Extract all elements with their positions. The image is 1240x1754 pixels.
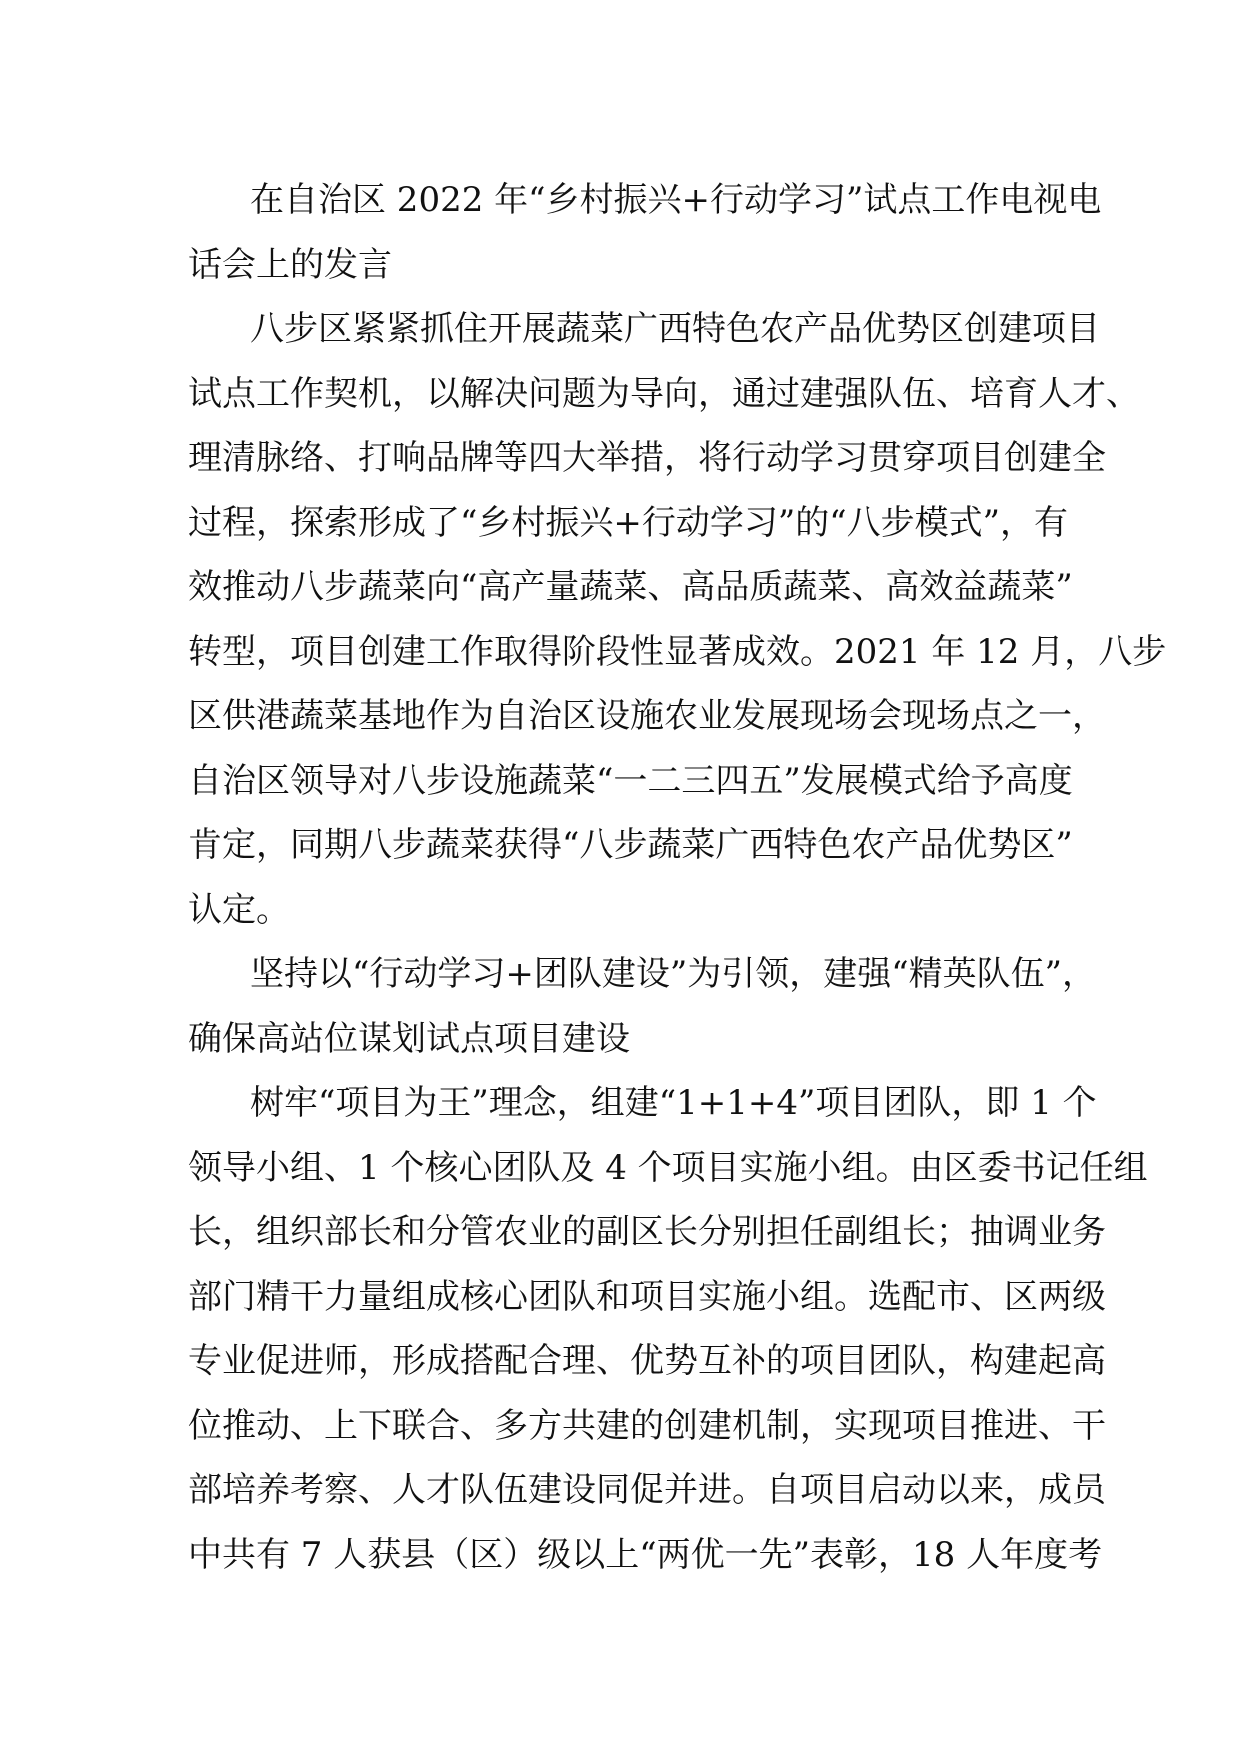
text-line: 位推动、上下联合、多方共建的创建机制，实现项目推进、干 [188,1405,1106,1446]
text-line: 领导小组、1 个核心团队及 4 个项目实施小组。由区委书记任组 [188,1147,1148,1188]
text-line: 确保高站位谋划试点项目建设 [188,1018,630,1059]
text-line: 树牢“项目为王”理念，组建“1+1+4”项目团队，即 1 个 [250,1083,1097,1123]
text-line: 坚持以“行动学习+团队建设”为引领，建强“精英队伍”， [250,954,1097,994]
text-line: 八步区紧紧抓住开展蔬菜广西特色农产品优势区创建项目 [250,309,1100,349]
text-line: 区供港蔬菜基地作为自治区设施农业发展现场会现场点之一， [188,696,1106,736]
text-line: 长，组织部长和分管农业的副区长分别担任副组长；抽调业务 [188,1212,1106,1252]
text-line: 话会上的发言 [188,244,392,285]
text-line: 中共有 7 人获县（区）级以上“两优一先”表彰，18 人年度考 [188,1534,1103,1575]
text-line: 试点工作契机，以解决问题为导向，通过建强队伍、培育人才、 [188,373,1140,414]
text-line: 部门精干力量组成核心团队和项目实施小组。选配市、区两级 [188,1276,1106,1317]
text-line: 部培养考察、人才队伍建设同促并进。自项目启动以来，成员 [188,1470,1106,1510]
text-line: 效推动八步蔬菜向“高产量蔬菜、高品质蔬菜、高效益蔬菜” [188,567,1073,607]
text-line: 转型，项目创建工作取得阶段性显著成效。2021 年 12 月，八步 [188,631,1167,672]
text-line: 专业促进师，形成搭配合理、优势互补的项目团队，构建起高 [188,1341,1106,1381]
text-line: 自治区领导对八步设施蔬菜“一二三四五”发展模式给予高度 [188,760,1073,801]
text-line: 过程，探索形成了“乡村振兴+行动学习”的“八步模式”，有 [188,502,1069,543]
text-line: 在自治区 2022 年“乡村振兴+行动学习”试点工作电视电 [250,180,1102,220]
text-line: 认定。 [188,889,290,930]
document-body [188,168,1167,1587]
text-line: 理清脉络、打响品牌等四大举措，将行动学习贯穿项目创建全 [188,438,1106,478]
text-line: 肯定，同期八步蔬菜获得“八步蔬菜广西特色农产品优势区” [188,825,1073,865]
